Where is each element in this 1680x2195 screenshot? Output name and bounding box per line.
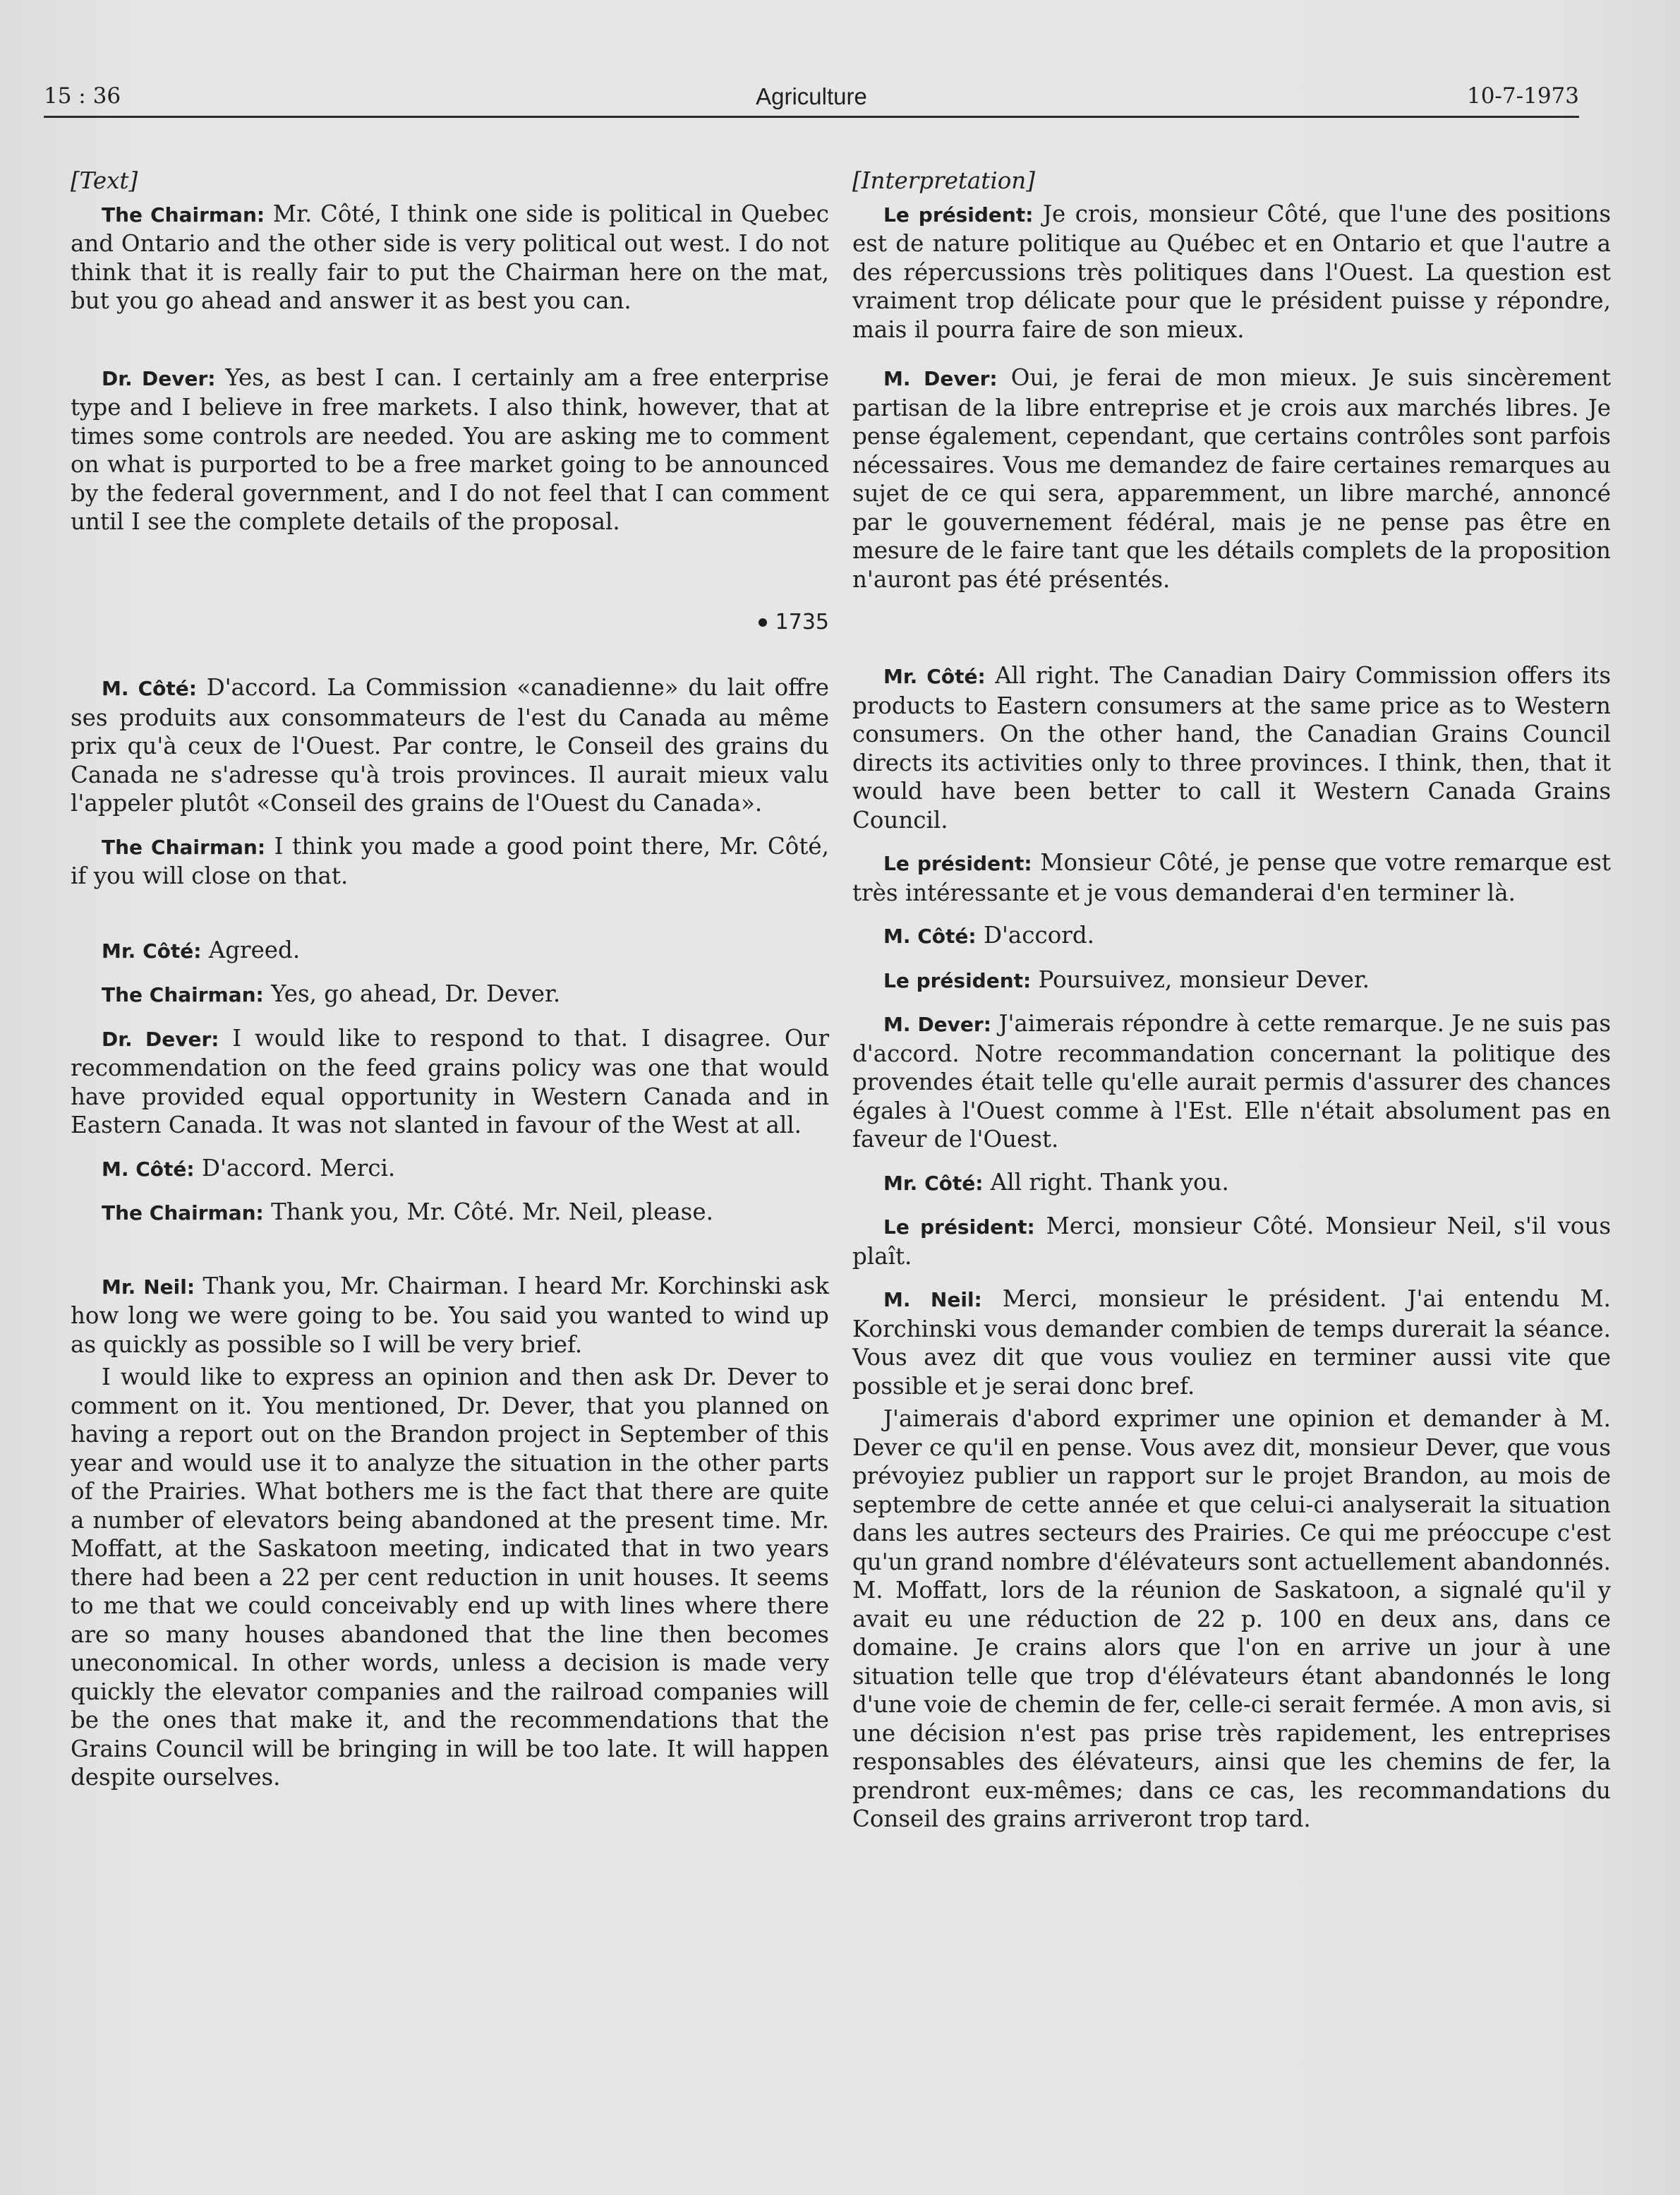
page-title: Agriculture bbox=[756, 83, 867, 109]
speaker-name: M. Dever: bbox=[883, 1013, 991, 1036]
speech-text: Thank you, Mr. Chairman. I heard Mr. Korchinski ask how long we were going to be. You said you wanted to wind up as quickly as possible so I will be very brief. bbox=[71, 1272, 829, 1358]
speaker-name: M. Côté: bbox=[102, 677, 197, 700]
paragraph bbox=[852, 661, 1611, 834]
speech-text: Poursuivez, monsieur Dever. bbox=[1031, 966, 1370, 993]
page-header bbox=[44, 78, 1579, 120]
time-value: 1735 bbox=[775, 609, 829, 635]
paragraph bbox=[852, 1212, 1611, 1270]
paragraph bbox=[852, 966, 1611, 996]
speech-text: Je crois, monsieur Côté, que l'une des positions est de nature politique au Québec et en Ontario et que l'autre a des répercussions très politiques dans l'Ouest. La question est vraiment trop délicate pour que le président puisse y répondre, mais il pourra faire de son mieux. bbox=[852, 200, 1611, 343]
paragraph bbox=[852, 1168, 1611, 1198]
paragraph bbox=[71, 200, 829, 315]
speech-text: Mr. Côté, I think one side is political in Quebec and Ontario and the other side is very political out west. I do not think that it is really fair to put the Chairman here on the mat, but you go ahead and answer it as best you can. bbox=[71, 200, 829, 314]
paragraph bbox=[852, 200, 1611, 344]
speech-text: Merci, monsieur Côté. Monsieur Neil, s'il vous plaît. bbox=[852, 1213, 1612, 1270]
speaker-name: Le président: bbox=[883, 968, 1032, 992]
speaker-name: Mr. Côté: bbox=[883, 665, 986, 688]
paragraph bbox=[71, 1198, 829, 1228]
speech-text: Thank you, Mr. Côté. Mr. Neil, please. bbox=[263, 1198, 713, 1225]
paragraph bbox=[71, 832, 829, 891]
interpretation-label: [Interpretation] bbox=[852, 167, 1035, 194]
speech-text: J'aimerais répondre à cette remarque. Je ne suis pas d'accord. Notre recommandation concernant la politique des provendes était telle qu'elle aurait permis d'assurer des chances égales à l'Ouest comme à l'Est. Elle n'était absolument pas en faveur de l'Ouest. bbox=[852, 1010, 1612, 1153]
speaker-name: Dr. Dever: bbox=[102, 1027, 219, 1051]
speech-text: Agreed. bbox=[201, 936, 301, 963]
speaker-name: Dr. Dever: bbox=[102, 366, 216, 390]
paragraph bbox=[852, 1009, 1611, 1154]
speech-text: D'accord. bbox=[976, 922, 1094, 949]
paragraph bbox=[71, 363, 829, 536]
paragraph bbox=[71, 980, 829, 1010]
speaker-name: Le président: bbox=[883, 852, 1032, 875]
speech-text: Oui, je ferai de mon mieux. Je suis sincèrement partisan de la libre entreprise et je crois aux marchés libres. Je pense également, cependant, que certains contrôles sont parfois nécessaires. Vous me demandez de faire certaines remarques au sujet de ce qui sera, apparemment, un libre marché, annoncé par le gouvernement fédéral, mais je ne pense pas être en mesure de le faire tant que les détails complets de la proposition n'auront pas été présentés. bbox=[852, 364, 1612, 593]
speech-text: Yes, go ahead, Dr. Dever. bbox=[263, 980, 561, 1007]
speech-text: All right. Thank you. bbox=[983, 1168, 1229, 1196]
paragraph bbox=[71, 673, 829, 818]
page-date: 10-7-1973 bbox=[1466, 83, 1579, 109]
speaker-name: Mr. Neil: bbox=[102, 1275, 195, 1299]
speech-text: Monsieur Côté, je pense que votre remarque est très intéressante et je vous demanderai d'en terminer là. bbox=[852, 849, 1611, 906]
speaker-name: M. Dever: bbox=[883, 367, 998, 390]
right-column bbox=[852, 167, 1611, 1834]
time-marker bbox=[71, 608, 829, 637]
paragraph bbox=[852, 848, 1611, 907]
speaker-name: M. Côté: bbox=[102, 1157, 195, 1181]
page-number: 15 : 36 bbox=[44, 83, 121, 109]
paragraph bbox=[71, 936, 829, 966]
speech-text: All right. The Canadian Dairy Commission offers its products to Eastern consumers at the same price as to Western consumers. On the other hand, the Canadian Grains Council directs its activities only to three provinces. I think, then, that it would have been better to call it Western Canada Grains Council. bbox=[852, 662, 1611, 834]
paragraph: I would like to express an opinion and then ask Dr. Dever to comment on it. You mentioned, Dr. Dever, that you planned on having a report out on the Brandon project in September of this year and would use it to analyze the situation in the other parts of the Prairies. What bothers me is the fact that there are quite a number of elevators being abandoned at the present time. Mr. Moffatt, at the Saskatoon meeting, indicated that in two years there had been a 22 per cent reduction in unit houses. It seems to me that we could conceivably end up with lines where there are so many houses abandoned that the line then becomes uneconomical. In other words, unless a decision is made very quickly the elevator companies and the railroad companies will be the ones that make it, and the recommendations that the Grains Council will be bringing in will be too late. It will happen despite ourselves. bbox=[71, 1364, 829, 1791]
text-label: [Text] bbox=[71, 167, 138, 194]
speech-text: D'accord. Merci. bbox=[194, 1154, 396, 1181]
paragraph bbox=[71, 1024, 829, 1140]
speaker-name: M. Côté: bbox=[883, 925, 977, 948]
speaker-name: The Chairman: bbox=[102, 835, 266, 859]
bullet-icon bbox=[759, 618, 767, 627]
speaker-name: The Chairman: bbox=[102, 203, 265, 227]
paragraph bbox=[852, 363, 1611, 594]
speech-text: Yes, as best I can. I certainly am a free enterprise type and I believe in free markets. I also think, however, that at times some controls are needed. You are asking me to comment on what is purported to be a free market going to be announced by the federal government, and I do not feel that I can comment until I see the complete details of the proposal. bbox=[71, 363, 829, 535]
speaker-name: The Chairman: bbox=[102, 1201, 264, 1225]
speech-text: D'accord. La Commission «canadienne» du lait offre ses produits aux consommateurs de l'est du Canada au même prix qu'à ceux de l'Ouest. Par contre, le Conseil des grains du Canada ne s'adresse qu'à trois provinces. Il aurait mieux valu l'appeler plutôt «Conseil des grains de l'Ouest du Canada». bbox=[71, 674, 829, 817]
paragraph bbox=[852, 921, 1611, 951]
paragraph bbox=[71, 1272, 829, 1359]
speech-text: Merci, monsieur le président. J'ai entendu M. Korchinski vous demander combien de temps durerait la séance. Vous avez dit que vous vouliez en terminer aussi vite que possible et je serai donc bref. bbox=[852, 1285, 1611, 1400]
speaker-name: M. Neil: bbox=[883, 1288, 982, 1311]
paragraph: J'aimerais d'abord exprimer une opinion et demander à M. Dever ce qu'il en pense. Vous avez dit, monsieur Dever, que vous prévoyiez publier un rapport sur le projet Brandon, au mois de septembre de cette année et que celui-ci analyserait la situation dans les autres secteurs des Prairies. Ce qui me préoccupe c'est qu'un grand nombre d'élévateurs sont actuellement abandonnés. M. Moffatt, lors de la réunion de Saskatoon, a signalé qu'il y avait eu une réduction de 22 p. 100 en deux ans, dans ce domaine. Je crains alors que l'on en arrive un jour à une situation telle que trop d'élévateurs étant abandonnés le long d'une voie de chemin de fer, celle-ci serait fermée. A mon avis, si une décision n'est pas prise très rapidement, les entreprises responsables des élévateurs, ainsi que les chemins de fer, la prendront eux-mêmes; dans ce cas, les recommandations du Conseil des grains arriveront trop tard. bbox=[852, 1405, 1611, 1832]
speech-text: I think you made a good point there, Mr. Côté, if you will close on that. bbox=[71, 832, 829, 889]
speaker-name: Mr. Côté: bbox=[883, 1171, 984, 1195]
paragraph bbox=[852, 1285, 1611, 1400]
header-rule bbox=[44, 116, 1579, 118]
speech-text: I would like to respond to that. I disagree. Our recommendation on the feed grains policy was one that would have provided equal opportunity in Western Canada and in Eastern Canada. It was not slanted in favour of the West at all. bbox=[71, 1024, 829, 1138]
speaker-name: Le président: bbox=[883, 203, 1034, 227]
paragraph bbox=[71, 1154, 829, 1184]
speaker-name: The Chairman: bbox=[102, 983, 264, 1006]
speaker-name: Le président: bbox=[883, 1215, 1035, 1239]
speaker-name: Mr. Côté: bbox=[102, 939, 202, 963]
left-column bbox=[71, 167, 829, 1792]
